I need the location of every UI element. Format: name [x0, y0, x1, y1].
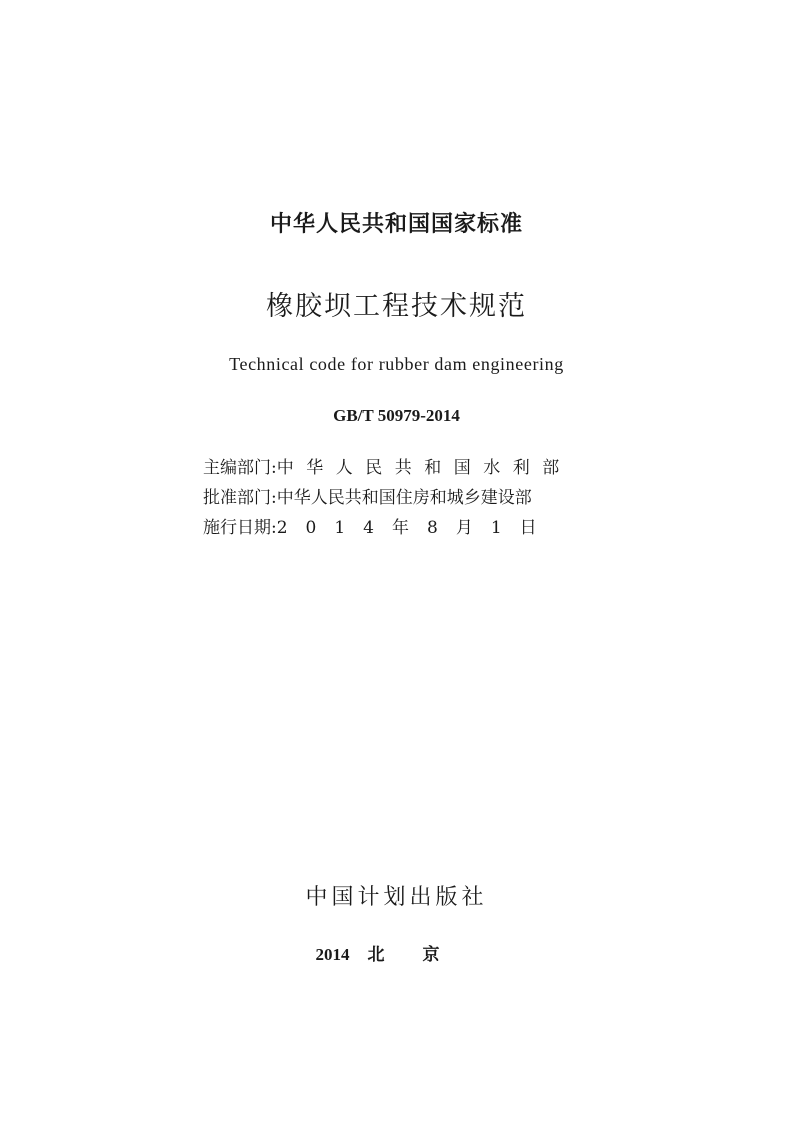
- publication-city: 北京: [367, 945, 478, 964]
- chief-editor-label: 主编部门:: [203, 458, 277, 478]
- title-english: Technical code for rubber dam engineering: [229, 354, 564, 374]
- chief-editor-value: 中华人民共和国水利部: [276, 458, 572, 478]
- publication-place: [0, 940, 793, 965]
- publication-year: 2014: [315, 945, 350, 964]
- title-chinese: 橡胶坝工程技术规范: [266, 291, 527, 322]
- approver-label: 批准部门:: [203, 488, 277, 508]
- chief-editor-row: [203, 455, 593, 481]
- publisher-name: 中国计划出版社: [305, 885, 488, 910]
- effective-date-value: 2014年8月1日: [276, 518, 555, 538]
- approver-row: [203, 485, 593, 511]
- effective-date-row: [203, 515, 593, 541]
- standard-code: GB/T 50979-2014: [333, 406, 460, 425]
- approver-value: 中华人民共和国住房和城乡建设部: [276, 488, 532, 508]
- effective-date-label: 施行日期:: [203, 518, 277, 538]
- standard-heading: 中华人民共和国国家标准: [269, 212, 523, 237]
